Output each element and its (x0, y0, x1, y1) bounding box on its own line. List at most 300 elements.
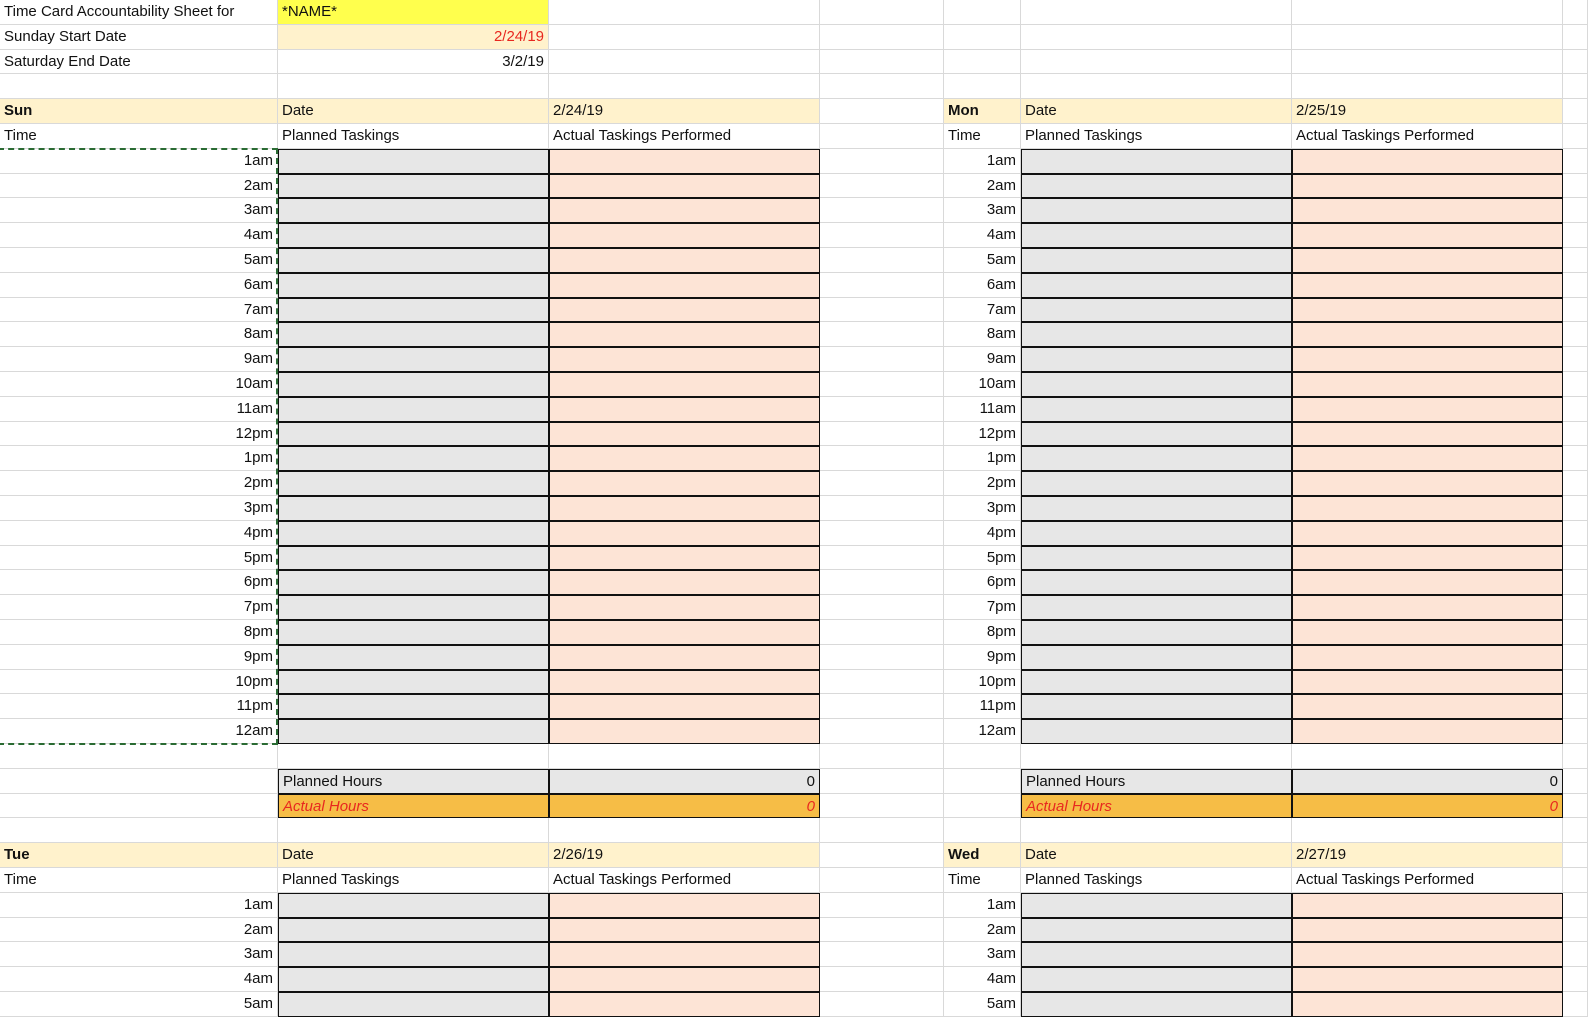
empty-cell[interactable] (1563, 372, 1588, 397)
actual-hours-label[interactable]: Actual Hours (278, 794, 549, 818)
empty-cell[interactable] (820, 893, 944, 918)
planned-task-cell[interactable] (1021, 248, 1292, 273)
empty-cell[interactable] (1563, 942, 1588, 967)
empty-cell[interactable] (820, 50, 944, 74)
hour-label[interactable]: 7pm (944, 595, 1021, 620)
hour-label[interactable]: 7am (944, 298, 1021, 322)
actual-task-cell[interactable] (1292, 546, 1563, 570)
empty-cell[interactable] (820, 843, 944, 868)
empty-cell[interactable] (820, 322, 944, 347)
day-label-sun[interactable]: Sun (0, 99, 278, 124)
day-label-tue[interactable]: Tue (0, 843, 278, 868)
day-date-mon[interactable]: 2/25/19 (1292, 99, 1563, 124)
actual-task-cell[interactable] (549, 198, 820, 223)
hour-label[interactable]: 3pm (0, 496, 278, 521)
empty-cell[interactable] (820, 595, 944, 620)
empty-cell[interactable] (1292, 818, 1563, 843)
empty-cell[interactable] (1563, 223, 1588, 248)
actual-task-cell[interactable] (549, 298, 820, 322)
planned-task-cell[interactable] (278, 521, 549, 546)
planned-task-cell[interactable] (1021, 645, 1292, 670)
date-label[interactable]: Date (278, 843, 549, 868)
planned-task-cell[interactable] (1021, 942, 1292, 967)
actual-task-cell[interactable] (549, 322, 820, 347)
actual-hours-value[interactable]: 0 (1292, 794, 1563, 818)
empty-cell[interactable] (0, 818, 278, 843)
planned-task-cell[interactable] (278, 546, 549, 570)
hour-label[interactable]: 10pm (944, 670, 1021, 694)
date-label[interactable]: Date (278, 99, 549, 124)
hour-label[interactable]: 5am (0, 248, 278, 273)
planned-task-cell[interactable] (278, 372, 549, 397)
hour-label[interactable]: 10am (0, 372, 278, 397)
planned-task-cell[interactable] (278, 496, 549, 521)
actual-task-cell[interactable] (1292, 446, 1563, 471)
empty-cell[interactable] (1563, 124, 1588, 149)
actual-task-cell[interactable] (1292, 992, 1563, 1017)
hour-label[interactable]: 2pm (0, 471, 278, 496)
actual-task-cell[interactable] (549, 422, 820, 446)
actual-task-cell[interactable] (1292, 372, 1563, 397)
planned-task-cell[interactable] (1021, 372, 1292, 397)
empty-cell[interactable] (820, 0, 944, 25)
planned-column-header[interactable]: Planned Taskings (1021, 868, 1292, 893)
start-date-label[interactable]: Sunday Start Date (0, 25, 278, 50)
empty-cell[interactable] (944, 50, 1021, 74)
hour-label[interactable]: 8am (944, 322, 1021, 347)
actual-task-cell[interactable] (1292, 174, 1563, 198)
hour-label[interactable]: 9am (944, 347, 1021, 372)
empty-cell[interactable] (820, 918, 944, 942)
empty-cell[interactable] (820, 149, 944, 174)
actual-task-cell[interactable] (549, 496, 820, 521)
empty-cell[interactable] (1563, 570, 1588, 595)
actual-task-cell[interactable] (1292, 298, 1563, 322)
planned-task-cell[interactable] (1021, 198, 1292, 223)
empty-cell[interactable] (1021, 0, 1292, 25)
hour-label[interactable]: 11pm (0, 694, 278, 719)
empty-cell[interactable] (820, 496, 944, 521)
planned-task-cell[interactable] (278, 719, 549, 744)
actual-task-cell[interactable] (1292, 918, 1563, 942)
hour-label[interactable]: 9pm (0, 645, 278, 670)
empty-cell[interactable] (820, 620, 944, 645)
actual-column-header[interactable]: Actual Taskings Performed (549, 124, 820, 149)
planned-task-cell[interactable] (278, 223, 549, 248)
empty-cell[interactable] (820, 868, 944, 893)
actual-task-cell[interactable] (549, 620, 820, 645)
hour-label[interactable]: 8pm (0, 620, 278, 645)
planned-column-header[interactable]: Planned Taskings (278, 868, 549, 893)
hour-label[interactable]: 3am (944, 942, 1021, 967)
empty-cell[interactable] (1563, 546, 1588, 570)
empty-cell[interactable] (1563, 422, 1588, 446)
actual-task-cell[interactable] (549, 645, 820, 670)
empty-cell[interactable] (549, 0, 820, 25)
planned-task-cell[interactable] (1021, 694, 1292, 719)
empty-cell[interactable] (820, 521, 944, 546)
planned-task-cell[interactable] (278, 670, 549, 694)
actual-task-cell[interactable] (1292, 471, 1563, 496)
empty-cell[interactable] (820, 719, 944, 744)
empty-cell[interactable] (1021, 74, 1292, 99)
planned-task-cell[interactable] (278, 174, 549, 198)
empty-cell[interactable] (944, 25, 1021, 50)
actual-task-cell[interactable] (549, 893, 820, 918)
actual-column-header[interactable]: Actual Taskings Performed (1292, 868, 1563, 893)
hour-label[interactable]: 2am (0, 174, 278, 198)
empty-cell[interactable] (944, 769, 1021, 794)
start-date-field[interactable]: 2/24/19 (278, 25, 549, 50)
empty-cell[interactable] (944, 818, 1021, 843)
hour-label[interactable]: 5pm (944, 546, 1021, 570)
hour-label[interactable]: 7am (0, 298, 278, 322)
hour-label[interactable]: 9pm (944, 645, 1021, 670)
end-date-label[interactable]: Saturday End Date (0, 50, 278, 74)
empty-cell[interactable] (820, 25, 944, 50)
planned-task-cell[interactable] (1021, 620, 1292, 645)
empty-cell[interactable] (820, 992, 944, 1017)
hour-label[interactable]: 1am (944, 149, 1021, 174)
empty-cell[interactable] (0, 74, 278, 99)
time-column-header[interactable]: Time (0, 124, 278, 149)
hour-label[interactable]: 12am (944, 719, 1021, 744)
hour-label[interactable]: 1pm (944, 446, 1021, 471)
actual-task-cell[interactable] (549, 570, 820, 595)
empty-cell[interactable] (820, 694, 944, 719)
empty-cell[interactable] (820, 818, 944, 843)
actual-task-cell[interactable] (1292, 273, 1563, 298)
hour-label[interactable]: 11pm (944, 694, 1021, 719)
empty-cell[interactable] (820, 223, 944, 248)
planned-task-cell[interactable] (278, 149, 549, 174)
empty-cell[interactable] (1563, 694, 1588, 719)
hour-label[interactable]: 3am (0, 942, 278, 967)
planned-task-cell[interactable] (278, 620, 549, 645)
hour-label[interactable]: 4am (944, 967, 1021, 992)
empty-cell[interactable] (944, 0, 1021, 25)
empty-cell[interactable] (549, 74, 820, 99)
hour-label[interactable]: 2am (944, 918, 1021, 942)
planned-task-cell[interactable] (1021, 992, 1292, 1017)
planned-task-cell[interactable] (278, 942, 549, 967)
actual-column-header[interactable]: Actual Taskings Performed (549, 868, 820, 893)
empty-cell[interactable] (1563, 446, 1588, 471)
planned-task-cell[interactable] (1021, 149, 1292, 174)
planned-task-cell[interactable] (1021, 273, 1292, 298)
planned-task-cell[interactable] (278, 645, 549, 670)
actual-task-cell[interactable] (549, 446, 820, 471)
planned-hours-label[interactable]: Planned Hours (1021, 769, 1292, 794)
day-label-wed[interactable]: Wed (944, 843, 1021, 868)
empty-cell[interactable] (820, 546, 944, 570)
planned-hours-value[interactable]: 0 (549, 769, 820, 794)
empty-cell[interactable] (1292, 74, 1563, 99)
hour-label[interactable]: 9am (0, 347, 278, 372)
actual-task-cell[interactable] (1292, 893, 1563, 918)
hour-label[interactable]: 8am (0, 322, 278, 347)
actual-task-cell[interactable] (1292, 347, 1563, 372)
planned-task-cell[interactable] (1021, 446, 1292, 471)
hour-label[interactable]: 5am (0, 992, 278, 1017)
hour-label[interactable]: 5am (944, 992, 1021, 1017)
time-column-header[interactable]: Time (0, 868, 278, 893)
empty-cell[interactable] (820, 570, 944, 595)
empty-cell[interactable] (278, 818, 549, 843)
empty-cell[interactable] (278, 744, 549, 769)
empty-cell[interactable] (820, 372, 944, 397)
empty-cell[interactable] (820, 347, 944, 372)
name-field[interactable]: *NAME* (278, 0, 549, 25)
planned-task-cell[interactable] (278, 422, 549, 446)
empty-cell[interactable] (1563, 322, 1588, 347)
actual-task-cell[interactable] (1292, 719, 1563, 744)
actual-task-cell[interactable] (549, 719, 820, 744)
hour-label[interactable]: 6am (944, 273, 1021, 298)
planned-task-cell[interactable] (1021, 347, 1292, 372)
empty-cell[interactable] (820, 446, 944, 471)
actual-task-cell[interactable] (1292, 595, 1563, 620)
empty-cell[interactable] (1563, 595, 1588, 620)
actual-task-cell[interactable] (549, 248, 820, 273)
empty-cell[interactable] (820, 273, 944, 298)
empty-cell[interactable] (1563, 868, 1588, 893)
empty-cell[interactable] (1563, 843, 1588, 868)
hour-label[interactable]: 4am (0, 223, 278, 248)
hour-label[interactable]: 6pm (944, 570, 1021, 595)
empty-cell[interactable] (820, 471, 944, 496)
empty-cell[interactable] (1563, 769, 1588, 794)
actual-task-cell[interactable] (549, 149, 820, 174)
actual-task-cell[interactable] (549, 521, 820, 546)
planned-task-cell[interactable] (1021, 893, 1292, 918)
empty-cell[interactable] (820, 645, 944, 670)
empty-cell[interactable] (278, 74, 549, 99)
planned-task-cell[interactable] (1021, 521, 1292, 546)
hour-label[interactable]: 8pm (944, 620, 1021, 645)
actual-task-cell[interactable] (1292, 223, 1563, 248)
planned-task-cell[interactable] (1021, 546, 1292, 570)
hour-label[interactable]: 4pm (0, 521, 278, 546)
planned-column-header[interactable]: Planned Taskings (1021, 124, 1292, 149)
actual-task-cell[interactable] (1292, 322, 1563, 347)
actual-task-cell[interactable] (1292, 521, 1563, 546)
empty-cell[interactable] (1563, 298, 1588, 322)
actual-task-cell[interactable] (1292, 694, 1563, 719)
empty-cell[interactable] (1563, 248, 1588, 273)
actual-task-cell[interactable] (549, 918, 820, 942)
hour-label[interactable]: 1am (0, 893, 278, 918)
hour-label[interactable]: 12am (0, 719, 278, 744)
hour-label[interactable]: 11am (944, 397, 1021, 422)
empty-cell[interactable] (1563, 893, 1588, 918)
hour-label[interactable]: 10pm (0, 670, 278, 694)
actual-task-cell[interactable] (1292, 198, 1563, 223)
actual-task-cell[interactable] (549, 694, 820, 719)
empty-cell[interactable] (549, 818, 820, 843)
hour-label[interactable]: 4am (944, 223, 1021, 248)
empty-cell[interactable] (1563, 521, 1588, 546)
actual-task-cell[interactable] (549, 397, 820, 422)
hour-label[interactable]: 12pm (944, 422, 1021, 446)
planned-task-cell[interactable] (1021, 322, 1292, 347)
empty-cell[interactable] (1563, 273, 1588, 298)
empty-cell[interactable] (549, 50, 820, 74)
hour-label[interactable]: 10am (944, 372, 1021, 397)
time-column-header[interactable]: Time (944, 868, 1021, 893)
empty-cell[interactable] (820, 670, 944, 694)
planned-task-cell[interactable] (278, 322, 549, 347)
actual-task-cell[interactable] (1292, 496, 1563, 521)
empty-cell[interactable] (1563, 744, 1588, 769)
planned-task-cell[interactable] (278, 893, 549, 918)
hour-label[interactable]: 4pm (944, 521, 1021, 546)
hour-label[interactable]: 2am (0, 918, 278, 942)
hour-label[interactable]: 1am (0, 149, 278, 174)
empty-cell[interactable] (1021, 818, 1292, 843)
end-date-field[interactable]: 3/2/19 (278, 50, 549, 74)
empty-cell[interactable] (549, 744, 820, 769)
actual-task-cell[interactable] (1292, 645, 1563, 670)
empty-cell[interactable] (944, 794, 1021, 818)
empty-cell[interactable] (1563, 818, 1588, 843)
actual-task-cell[interactable] (549, 992, 820, 1017)
empty-cell[interactable] (0, 794, 278, 818)
empty-cell[interactable] (1021, 50, 1292, 74)
empty-cell[interactable] (820, 942, 944, 967)
empty-cell[interactable] (1563, 74, 1588, 99)
hour-label[interactable]: 12pm (0, 422, 278, 446)
actual-task-cell[interactable] (549, 942, 820, 967)
hour-label[interactable]: 1pm (0, 446, 278, 471)
planned-task-cell[interactable] (278, 992, 549, 1017)
day-date-wed[interactable]: 2/27/19 (1292, 843, 1563, 868)
hour-label[interactable]: 7pm (0, 595, 278, 620)
actual-task-cell[interactable] (1292, 942, 1563, 967)
planned-task-cell[interactable] (1021, 174, 1292, 198)
empty-cell[interactable] (820, 198, 944, 223)
empty-cell[interactable] (1563, 620, 1588, 645)
actual-task-cell[interactable] (549, 471, 820, 496)
empty-cell[interactable] (1292, 744, 1563, 769)
planned-task-cell[interactable] (278, 694, 549, 719)
hour-label[interactable]: 6am (0, 273, 278, 298)
planned-task-cell[interactable] (1021, 570, 1292, 595)
actual-task-cell[interactable] (1292, 248, 1563, 273)
day-date-tue[interactable]: 2/26/19 (549, 843, 820, 868)
empty-cell[interactable] (1563, 0, 1588, 25)
hour-label[interactable]: 3am (944, 198, 1021, 223)
hour-label[interactable]: 3pm (944, 496, 1021, 521)
day-label-mon[interactable]: Mon (944, 99, 1021, 124)
empty-cell[interactable] (820, 74, 944, 99)
planned-task-cell[interactable] (1021, 471, 1292, 496)
hour-label[interactable]: 5pm (0, 546, 278, 570)
empty-cell[interactable] (944, 74, 1021, 99)
empty-cell[interactable] (820, 744, 944, 769)
empty-cell[interactable] (1292, 0, 1563, 25)
planned-task-cell[interactable] (278, 397, 549, 422)
empty-cell[interactable] (820, 397, 944, 422)
empty-cell[interactable] (1563, 99, 1588, 124)
actual-task-cell[interactable] (549, 347, 820, 372)
hour-label[interactable]: 3am (0, 198, 278, 223)
actual-column-header[interactable]: Actual Taskings Performed (1292, 124, 1563, 149)
date-label[interactable]: Date (1021, 99, 1292, 124)
planned-task-cell[interactable] (278, 248, 549, 273)
empty-cell[interactable] (1563, 174, 1588, 198)
empty-cell[interactable] (1563, 347, 1588, 372)
actual-task-cell[interactable] (549, 546, 820, 570)
empty-cell[interactable] (1563, 471, 1588, 496)
empty-cell[interactable] (1563, 670, 1588, 694)
planned-column-header[interactable]: Planned Taskings (278, 124, 549, 149)
planned-task-cell[interactable] (278, 471, 549, 496)
empty-cell[interactable] (820, 298, 944, 322)
planned-task-cell[interactable] (278, 446, 549, 471)
empty-cell[interactable] (1563, 719, 1588, 744)
planned-task-cell[interactable] (278, 198, 549, 223)
actual-task-cell[interactable] (549, 174, 820, 198)
hour-label[interactable]: 4am (0, 967, 278, 992)
planned-task-cell[interactable] (1021, 422, 1292, 446)
planned-hours-label[interactable]: Planned Hours (278, 769, 549, 794)
hour-label[interactable]: 2pm (944, 471, 1021, 496)
empty-cell[interactable] (1563, 198, 1588, 223)
empty-cell[interactable] (0, 744, 278, 769)
title-label[interactable]: Time Card Accountability Sheet for (0, 0, 278, 25)
planned-task-cell[interactable] (1021, 496, 1292, 521)
actual-task-cell[interactable] (1292, 570, 1563, 595)
empty-cell[interactable] (1021, 25, 1292, 50)
planned-task-cell[interactable] (278, 347, 549, 372)
empty-cell[interactable] (1563, 645, 1588, 670)
hour-label[interactable]: 1am (944, 893, 1021, 918)
empty-cell[interactable] (820, 248, 944, 273)
planned-task-cell[interactable] (1021, 595, 1292, 620)
actual-task-cell[interactable] (549, 670, 820, 694)
date-label[interactable]: Date (1021, 843, 1292, 868)
empty-cell[interactable] (1563, 496, 1588, 521)
planned-task-cell[interactable] (278, 273, 549, 298)
day-date-sun[interactable]: 2/24/19 (549, 99, 820, 124)
actual-task-cell[interactable] (549, 273, 820, 298)
actual-task-cell[interactable] (1292, 670, 1563, 694)
actual-task-cell[interactable] (1292, 149, 1563, 174)
empty-cell[interactable] (1563, 992, 1588, 1017)
empty-cell[interactable] (944, 744, 1021, 769)
time-column-header[interactable]: Time (944, 124, 1021, 149)
actual-hours-value[interactable]: 0 (549, 794, 820, 818)
hour-label[interactable]: 11am (0, 397, 278, 422)
empty-cell[interactable] (820, 174, 944, 198)
actual-task-cell[interactable] (1292, 620, 1563, 645)
empty-cell[interactable] (1563, 50, 1588, 74)
actual-task-cell[interactable] (1292, 397, 1563, 422)
empty-cell[interactable] (1292, 25, 1563, 50)
hour-label[interactable]: 2am (944, 174, 1021, 198)
actual-hours-label[interactable]: Actual Hours (1021, 794, 1292, 818)
empty-cell[interactable] (1563, 397, 1588, 422)
planned-hours-value[interactable]: 0 (1292, 769, 1563, 794)
empty-cell[interactable] (1563, 918, 1588, 942)
empty-cell[interactable] (549, 25, 820, 50)
planned-task-cell[interactable] (1021, 719, 1292, 744)
hour-label[interactable]: 5am (944, 248, 1021, 273)
planned-task-cell[interactable] (1021, 298, 1292, 322)
empty-cell[interactable] (820, 99, 944, 124)
empty-cell[interactable] (820, 124, 944, 149)
